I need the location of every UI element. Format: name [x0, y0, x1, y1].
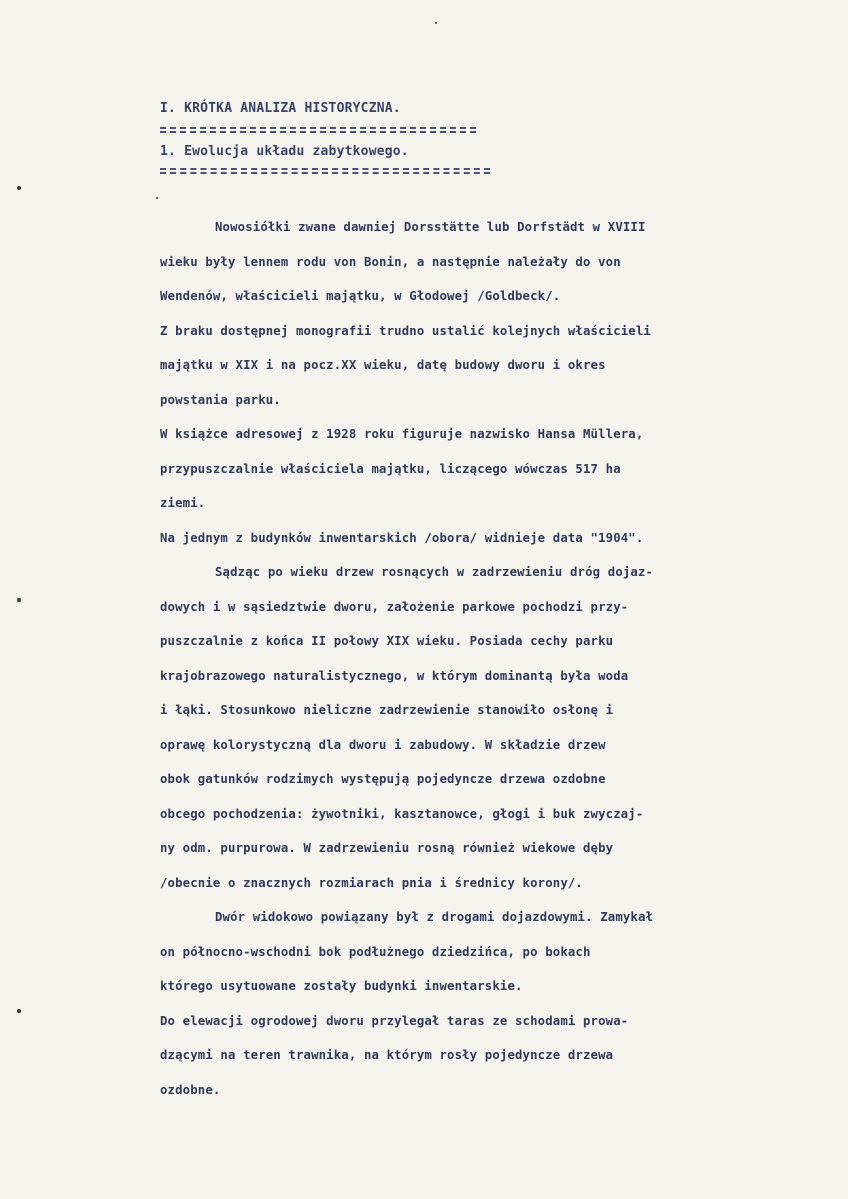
heading-underline: [160, 127, 476, 129]
margin-mark: [17, 1009, 21, 1013]
text-line: przypuszczalnie właściciela majątku, liczącego wówczas 517 ha: [160, 461, 621, 476]
text-line: którego usytuowane zostały budynki inwentarskie.: [160, 979, 523, 993]
text-line: wieku były lennem rodu von Bonin, a następnie należały do von: [160, 254, 621, 269]
text-line: W książce adresowej z 1928 roku figuruje nazwisko Hansa Müllera,: [160, 427, 644, 441]
text-line: Wendenów, właścicieli majątku, w Głodowej /Goldbeck/.: [160, 289, 561, 303]
text-line: Sądząc po wieku drzew rosnących w zadrzewieniu dróg dojaz-: [215, 565, 654, 579]
section-heading: I. KRÓTKA ANALIZA HISTORYCZNA.: [160, 101, 401, 116]
text-line: ny odm. purpurowa. W zadrzewieniu rosną również wiekowe dęby: [160, 841, 614, 855]
subheading-underline: [160, 168, 490, 170]
subheading-underline: [160, 172, 490, 174]
text-line: obcego pochodzenia: żywotniki, kasztanowce, głogi i buk zwyczaj-: [160, 806, 644, 821]
text-line: Do elewacji ogrodowej dworu przylegał taras ze schodami prowa-: [160, 1013, 629, 1028]
text-line: Nowosiółki zwane dawniej Dorsstätte lub Dorfstädt w XVIII: [215, 220, 646, 234]
text-line: puszczalnie z końca II połowy XIX wieku. Posiada cechy parku: [160, 634, 614, 648]
body-text: [160, 217, 848, 1114]
text-line: dowych i w sąsiedztwie dworu, założenie parkowe pochodzi przy-: [160, 599, 629, 614]
text-line: i łąki. Stosunkowo nieliczne zadrzewienie stanowiło osłonę i: [160, 703, 614, 717]
text-line: majątku w XIX i na pocz.XX wieku, datę budowy dworu i okres: [160, 358, 606, 372]
text-line: powstania parku.: [160, 392, 281, 407]
text-line: oprawę kolorystyczną dla dworu i zabudowy. W składzie drzew: [160, 737, 606, 752]
text-line: Z braku dostępnej monografii trudno ustalić kolejnych właścicieli: [160, 323, 651, 338]
text-line: on północno-wschodni bok podłużnego dziedzińca, po bokach: [160, 944, 591, 959]
text-line: krajobrazowego naturalistycznego, w którym dominantą była woda: [160, 668, 629, 683]
heading-underline: [160, 131, 476, 133]
margin-mark: [17, 186, 21, 190]
margin-mark: [435, 22, 437, 24]
text-line: obok gatunków rodzimych występują pojedyncze drzewa ozdobne: [160, 772, 606, 786]
text-line: Dwór widokowo powiązany był z drogami dojazdowymi. Zamykał: [215, 910, 654, 924]
text-line: Na jednym z budynków inwentarskich /obora/ widnieje data "1904".: [160, 530, 644, 545]
text-line: /obecnie o znacznych rozmiarach pnia i średnicy korony/.: [160, 875, 583, 890]
text-line: ozdobne.: [160, 1082, 221, 1097]
subsection-heading: 1. Ewolucja układu zabytkowego.: [160, 144, 409, 159]
text-line: dzącymi na teren trawnika, na którym rosły pojedyncze drzewa: [160, 1048, 614, 1062]
text-line: ziemi.: [160, 496, 206, 510]
margin-mark: [17, 598, 21, 602]
margin-mark: [156, 197, 158, 199]
